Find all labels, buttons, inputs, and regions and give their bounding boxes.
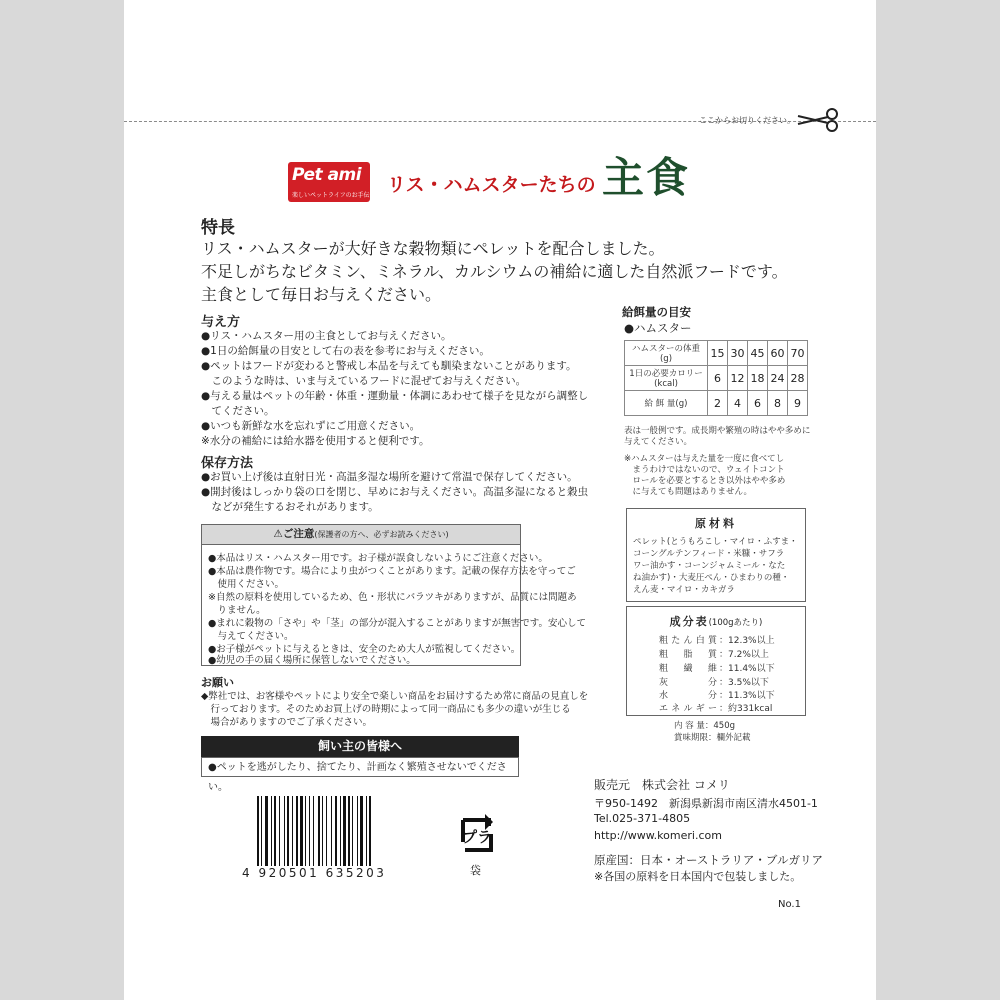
owner-heading: 飼い主の皆様へ bbox=[201, 736, 519, 757]
usage-line: ●ペットはフードが変わると警戒し本品を与えても馴染まないことがあります。 bbox=[201, 360, 577, 372]
barcode-bar bbox=[313, 796, 314, 866]
origin-note: ※各国の原料を日本国内で包装しました。 bbox=[594, 870, 802, 883]
request-line: 行っております。そのためお買上げの時期によって同一商品にも多少の違いが生じる bbox=[201, 704, 571, 715]
ingredient-line: ペレット(とうもろこし・マイロ・ふすま・ bbox=[633, 537, 798, 547]
usage-line: このような時は、いま与えているフードに混ぜてお与えください。 bbox=[201, 375, 527, 387]
table-cell: 6 bbox=[708, 366, 728, 391]
recycle-mark: プラ bbox=[461, 828, 493, 846]
request-line: 場合がありますのでご了承ください。 bbox=[201, 717, 373, 728]
caution-line: ●まれに穀物の「さや」や「茎」の部分が混入することがありますが無害です。安心して bbox=[208, 618, 587, 629]
barcode-bar bbox=[300, 796, 303, 866]
ingredient-line: ワー油かす・コーンジャムミール・なた bbox=[633, 561, 786, 571]
caution-box bbox=[201, 524, 587, 666]
barcode bbox=[257, 796, 405, 866]
barcode-bar bbox=[366, 796, 367, 866]
row-label: 1日の必要カロリー(kcal) bbox=[625, 366, 708, 391]
feeding-heading: 給餌量の目安 bbox=[622, 305, 691, 319]
caution-line: 与えてください。 bbox=[208, 631, 294, 642]
feeding-subheading: ●ハムスター bbox=[624, 321, 692, 335]
barcode-bar bbox=[279, 796, 280, 866]
caution-line: りません。 bbox=[208, 605, 266, 616]
row-label: ハムスターの体重(g) bbox=[625, 341, 708, 366]
barcode-number: 4 920501 635203 bbox=[242, 866, 387, 880]
usage-line: ●与える量はペットの年齢・体重・運動量・体調にあわせて様子を見ながら調整し bbox=[201, 390, 589, 402]
composition-name: 灰分 bbox=[659, 678, 717, 688]
table-cell: 6 bbox=[748, 391, 768, 416]
cut-instruction: ここからお切りください。 bbox=[699, 116, 795, 125]
recycle-pla-icon bbox=[455, 810, 499, 860]
row-label: 給 餌 量(g) bbox=[625, 391, 708, 416]
barcode-bar bbox=[261, 796, 262, 866]
feeding-note: に与えても問題はありません。 bbox=[624, 487, 753, 497]
caution-note: (保護者の方へ、必ずお読みください) bbox=[314, 530, 449, 539]
features-heading: 特長 bbox=[201, 218, 235, 238]
page-number: No.1 bbox=[778, 899, 801, 910]
feeding-note: 与えてください。 bbox=[624, 437, 693, 447]
table-row bbox=[625, 366, 808, 391]
feature-line: リス・ハムスターが大好きな穀物類にペレットを配合しました。 bbox=[201, 239, 665, 258]
barcode-bar bbox=[265, 796, 268, 866]
barcode-bar bbox=[335, 796, 337, 866]
composition-name: 粗繊維 bbox=[659, 664, 717, 674]
usage-line: ●リス・ハムスター用の主食としてお与えください。 bbox=[201, 330, 452, 342]
ingredients-heading: 原材料 bbox=[695, 517, 737, 530]
table-row bbox=[625, 341, 808, 366]
barcode-bar bbox=[352, 796, 353, 866]
barcode-bar bbox=[326, 796, 327, 866]
caution-line: ●本品はリス・ハムスター用です。お子様が誤食しないようにご注意ください。 bbox=[208, 553, 548, 564]
feeding-note: 表は一般例です。成長期や繁殖の時はやや多めに bbox=[624, 426, 811, 436]
feeding-table bbox=[624, 340, 808, 416]
table-cell: 30 bbox=[728, 341, 748, 366]
expiry-info: 賞味期限：欄外記載 bbox=[674, 733, 751, 743]
feature-line: 主食として毎日お与えください。 bbox=[201, 285, 442, 304]
composition-name: 粗たん白質 bbox=[659, 636, 717, 646]
barcode-bar bbox=[274, 796, 276, 866]
content-volume: 内 容 量：450g bbox=[674, 721, 736, 731]
composition-note: (100gあたり) bbox=[708, 618, 763, 628]
scissors-icon bbox=[792, 106, 844, 134]
composition-value: ：3.5%以下 bbox=[719, 678, 769, 688]
table-cell: 2 bbox=[708, 391, 728, 416]
table-cell: 15 bbox=[708, 341, 728, 366]
composition-value: ：11.4%以下 bbox=[719, 664, 775, 674]
caution-line: ※自然の原料を使用しているため、色・形状にバラツキがありますが、品質には問題あ bbox=[208, 592, 577, 603]
table-cell: 12 bbox=[728, 366, 748, 391]
usage-heading: 与え方 bbox=[201, 315, 241, 330]
storage-line: ●開封後はしっかり袋の口を閉じ、早めにお与えください。高温多湿になると穀虫 bbox=[201, 486, 589, 498]
barcode-bar bbox=[343, 796, 346, 866]
petami-logo bbox=[288, 162, 376, 202]
tagline: リス・ハムスターたちの bbox=[387, 174, 596, 196]
barcode-bar bbox=[331, 796, 332, 866]
origin-country: 原産国：日本・オーストラリア・ブルガリア bbox=[594, 853, 823, 867]
barcode-bar bbox=[318, 796, 320, 866]
seller-address: 〒950-1492 新潟県新潟市南区清水4501-1 bbox=[594, 797, 818, 810]
seller-tel: Tel.025-371-4805 bbox=[594, 812, 691, 825]
composition-name: エネルギー bbox=[659, 704, 717, 714]
storage-line: ●お買い上げ後は直射日光・高温多湿な場所を避けて常温で保存してください。 bbox=[201, 471, 578, 483]
barcode-bar bbox=[296, 796, 298, 866]
usage-line: ※水分の補給には給水器を使用すると便利です。 bbox=[201, 435, 430, 447]
barcode-bar bbox=[322, 796, 323, 866]
seller-name: 販売元 株式会社 コメリ bbox=[594, 778, 730, 792]
ingredient-line: ね油かす)・大麦圧ぺん・ひまわりの種・ bbox=[633, 573, 790, 583]
ingredient-line: えん麦・マイロ・カキガラ bbox=[633, 585, 735, 595]
request-line: ◆弊社では、お客様やペットにより安全で楽しい商品をお届けするため常に商品の見直しを bbox=[201, 691, 589, 702]
request-heading: お願い bbox=[201, 676, 234, 689]
barcode-bar bbox=[309, 796, 310, 866]
feeding-note: ※ハムスターは与えた量を一度に食べてし bbox=[624, 454, 785, 464]
seller-url: http://www.komeri.com bbox=[594, 829, 722, 842]
barcode-bar bbox=[369, 796, 371, 866]
composition-value: ：12.3%以上 bbox=[719, 636, 775, 646]
table-cell: 45 bbox=[748, 341, 768, 366]
composition-heading-wrap bbox=[627, 613, 805, 629]
caution-line: ●お子様がペットに与えるときは、安全のため大人が監視してください。 bbox=[208, 644, 521, 655]
barcode-bar bbox=[284, 796, 285, 866]
storage-line: などが発生するおそれがあります。 bbox=[201, 501, 379, 513]
composition-heading: 成分表 bbox=[669, 615, 709, 628]
barcode-bar bbox=[357, 796, 358, 866]
feeding-note: ロールを必要とするとき以外はやや多め bbox=[624, 476, 786, 486]
ingredient-line: コーングルテンフィード・米糠・サフラ bbox=[633, 549, 785, 559]
caution-line: ●幼児の手の届く場所に保管しないでください。 bbox=[208, 655, 416, 666]
usage-line: てください。 bbox=[201, 405, 275, 417]
feature-line: 不足しがちなビタミン、ミネラル、カルシウムの補給に適した自然派フードです。 bbox=[201, 262, 788, 281]
table-cell: 18 bbox=[748, 366, 768, 391]
main-title: 主食 bbox=[602, 153, 691, 202]
logo-subtext: 楽しいペットライフのお手伝い bbox=[292, 192, 376, 199]
table-cell: 4 bbox=[728, 391, 748, 416]
table-cell: 60 bbox=[768, 341, 788, 366]
barcode-bar bbox=[271, 796, 272, 866]
barcode-bar bbox=[360, 796, 363, 866]
owner-text: ●ペットを逃がしたり、捨てたり、計画なく繁殖させないでください。 bbox=[201, 757, 519, 777]
table-row bbox=[625, 391, 808, 416]
barcode-bar bbox=[305, 796, 306, 866]
caution-title: ⚠ご注意 bbox=[273, 528, 315, 540]
usage-line: ●1日の給餌量の目安として右の表を参考にお与えください。 bbox=[201, 345, 490, 357]
storage-heading: 保存方法 bbox=[201, 456, 254, 471]
usage-line: ●いつも新鮮な水を忘れずにご用意ください。 bbox=[201, 420, 421, 432]
barcode-bar bbox=[348, 796, 350, 866]
composition-name: 水分 bbox=[659, 691, 717, 701]
caution-heading bbox=[202, 525, 520, 545]
recycle-label: 袋 bbox=[470, 864, 481, 877]
table-cell: 24 bbox=[768, 366, 788, 391]
caution-line: ●本品は農作物です。場合により虫がつくことがあります。記載の保存方法を守ってご bbox=[208, 566, 576, 577]
table-cell: 28 bbox=[788, 366, 808, 391]
table-cell: 9 bbox=[788, 391, 808, 416]
table-cell: 8 bbox=[768, 391, 788, 416]
table-cell: 70 bbox=[788, 341, 808, 366]
feeding-note: まうわけではないので、ウェイトコント bbox=[624, 465, 785, 475]
logo-text: Pet ami bbox=[292, 165, 362, 185]
composition-box bbox=[626, 606, 806, 716]
barcode-bar bbox=[287, 796, 289, 866]
caution-line: 使用ください。 bbox=[208, 579, 285, 590]
ingredients-box bbox=[626, 508, 806, 602]
barcode-bar bbox=[257, 796, 259, 866]
barcode-bar bbox=[292, 796, 293, 866]
composition-value: ：約331kcal bbox=[719, 704, 773, 714]
composition-value: ：7.2%以上 bbox=[719, 650, 769, 660]
composition-value: ：11.3%以下 bbox=[719, 691, 775, 701]
package-back bbox=[124, 0, 876, 1000]
composition-name: 粗脂質 bbox=[659, 650, 717, 660]
barcode-bar bbox=[340, 796, 341, 866]
